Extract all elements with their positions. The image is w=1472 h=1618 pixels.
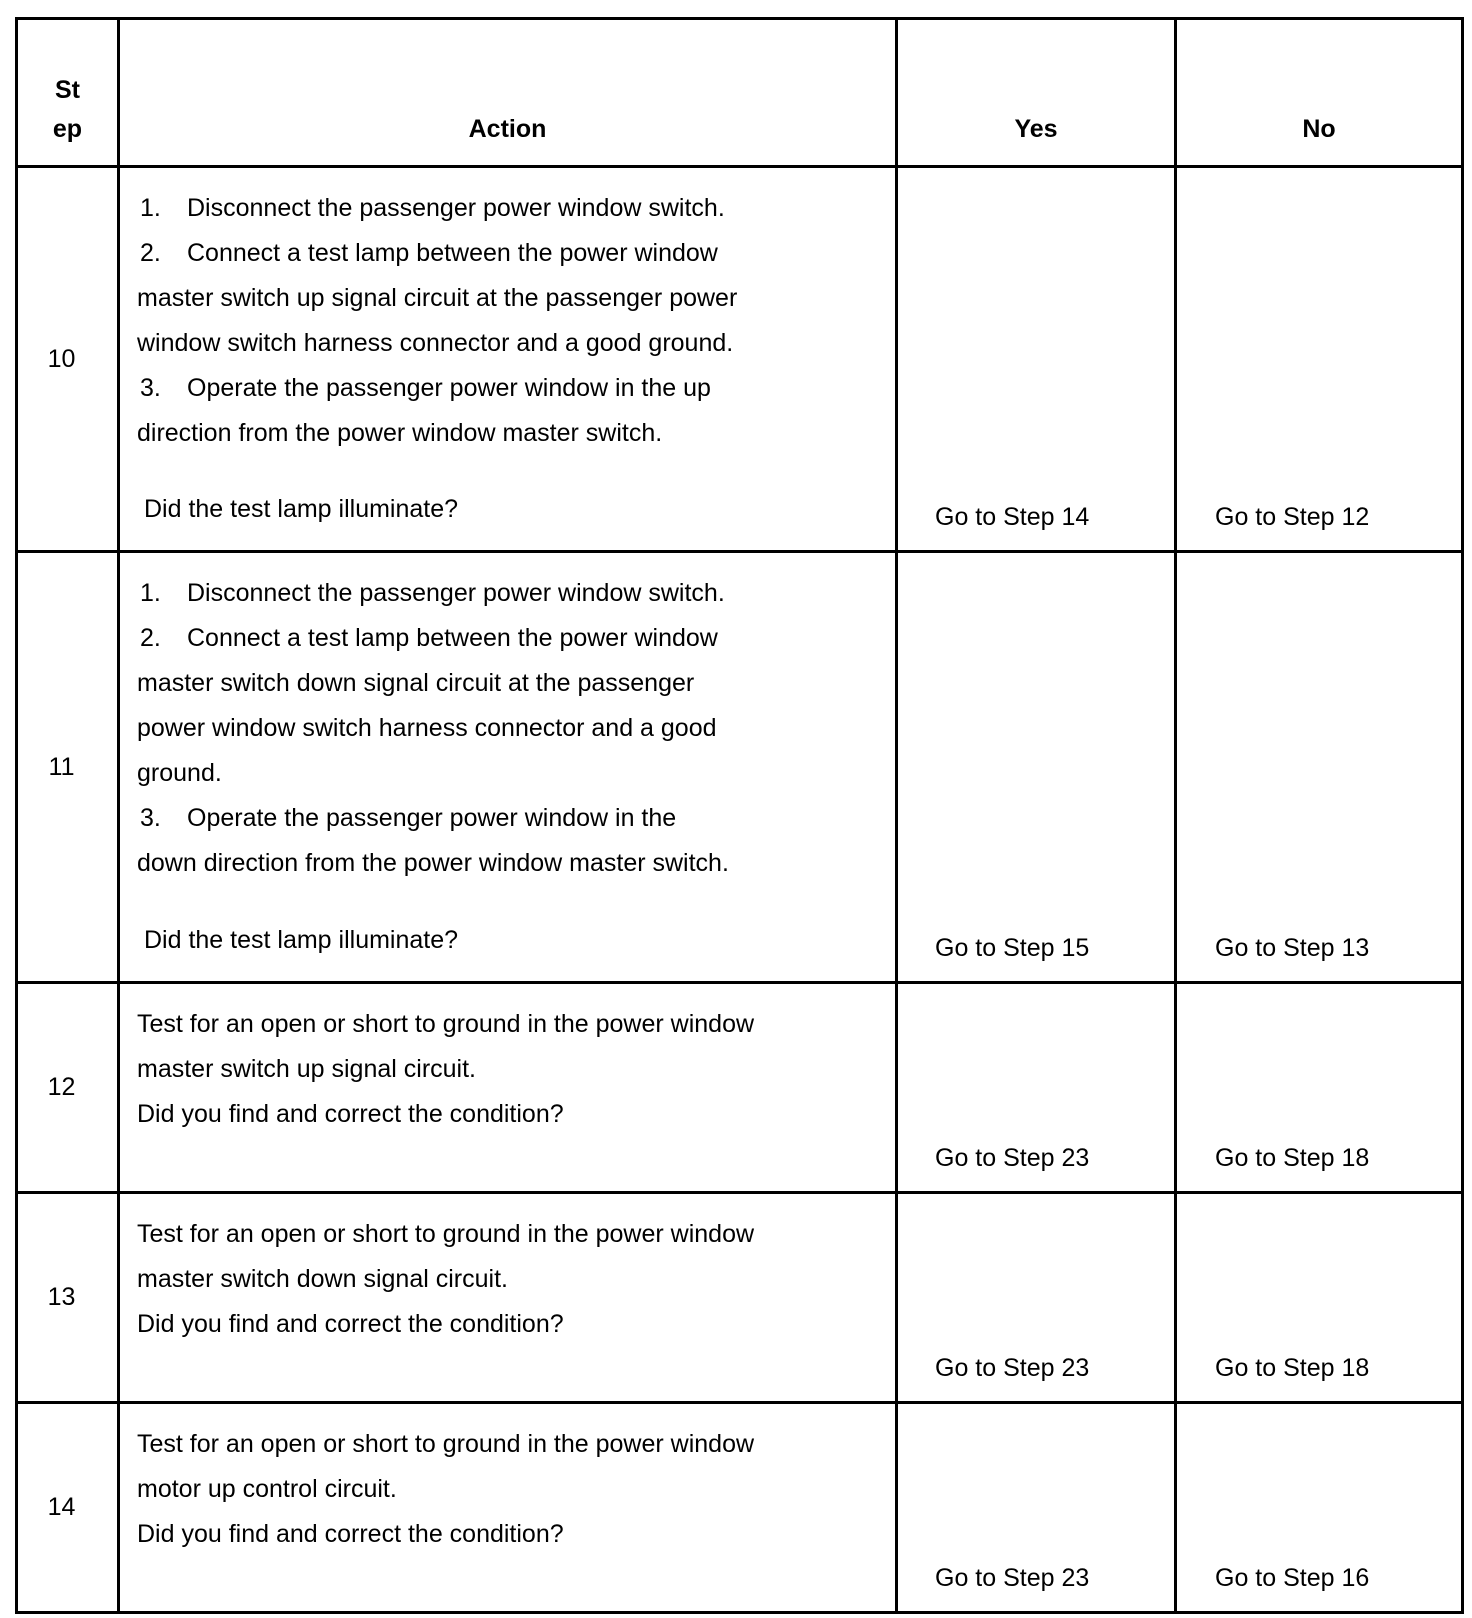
no-cell (1176, 1193, 1463, 1403)
step-number: 12 (17, 983, 119, 1193)
action-line (137, 276, 881, 321)
yes-column-header: Yes (897, 19, 1176, 167)
no-goto: Go to Step 16 (1215, 1564, 1370, 1592)
step-number: 11 (17, 552, 119, 983)
step-column-header (17, 19, 119, 167)
action-line (137, 1047, 881, 1092)
step-item-number: 2. (140, 239, 161, 267)
action-text: Connect a test lamp between the power window (187, 239, 718, 267)
action-cell (119, 1403, 897, 1613)
action-text: master switch up signal circuit at the passenger power (137, 284, 738, 312)
action-text: Test for an open or short to ground in the power window (137, 1220, 755, 1248)
action-line (137, 1002, 881, 1047)
step-item-number: 3. (140, 374, 161, 402)
action-text: window switch harness connector and a good ground. (137, 329, 734, 357)
no-cell (1176, 1403, 1463, 1613)
action-cell (119, 983, 897, 1193)
action-column-header: Action (119, 19, 897, 167)
action-text: ground. (137, 759, 222, 787)
no-goto: Go to Step 13 (1215, 934, 1370, 962)
action-line (137, 321, 881, 366)
action-text: Connect a test lamp between the power window (187, 624, 718, 652)
step-item-number: 1. (140, 579, 161, 607)
action-line (137, 1302, 881, 1347)
header-row (17, 19, 1463, 167)
action-text: Test for an open or short to ground in the power window (137, 1010, 755, 1038)
action-line (137, 571, 881, 616)
question-text: Did you find and correct the condition? (137, 1100, 564, 1128)
yes-cell (897, 167, 1176, 552)
action-line (137, 1212, 881, 1257)
action-text: master switch down signal circuit. (137, 1265, 508, 1293)
yes-goto: Go to Step 15 (935, 934, 1090, 962)
table-row (17, 552, 1463, 983)
action-text: Operate the passenger power window in the up (187, 374, 711, 402)
step-item-number: 1. (140, 194, 161, 222)
action-text: master switch up signal circuit. (137, 1055, 477, 1083)
action-text: Test for an open or short to ground in the power window (137, 1430, 755, 1458)
action-text: Operate the passenger power window in the (187, 804, 677, 832)
question-text: Did the test lamp illuminate? (144, 926, 459, 954)
action-text: direction from the power window master switch. (137, 419, 663, 447)
action-line (137, 1422, 881, 1467)
yes-cell (897, 1193, 1176, 1403)
action-text: Disconnect the passenger power window switch. (187, 194, 725, 222)
no-column-header: No (1176, 19, 1463, 167)
step-header-line1: St (55, 76, 80, 104)
step-number: 14 (17, 1403, 119, 1613)
no-cell (1176, 983, 1463, 1193)
no-goto: Go to Step 18 (1215, 1354, 1370, 1382)
action-text: Disconnect the passenger power window switch. (187, 579, 725, 607)
table-row (17, 983, 1463, 1193)
yes-goto: Go to Step 23 (935, 1354, 1090, 1382)
yes-goto: Go to Step 14 (935, 503, 1090, 531)
step-item-number: 3. (140, 804, 161, 832)
action-text: motor up control circuit. (137, 1475, 397, 1503)
step-item-number: 2. (140, 624, 161, 652)
question-text: Did you find and correct the condition? (137, 1520, 564, 1548)
no-cell (1176, 552, 1463, 983)
action-cell (119, 167, 897, 552)
step-number: 13 (17, 1193, 119, 1403)
step-number: 10 (17, 167, 119, 552)
action-cell (119, 552, 897, 983)
yes-goto: Go to Step 23 (935, 1144, 1090, 1172)
action-line (137, 751, 881, 796)
action-cell (119, 1193, 897, 1403)
no-goto: Go to Step 12 (1215, 503, 1370, 531)
action-text: master switch down signal circuit at the passenger (137, 669, 695, 697)
action-line (137, 1257, 881, 1302)
action-line (137, 1092, 881, 1137)
action-line (137, 661, 881, 706)
action-line (137, 231, 881, 276)
action-line (137, 1512, 881, 1557)
no-cell (1176, 167, 1463, 552)
action-line (137, 796, 881, 841)
action-line (137, 411, 881, 456)
step-header-line2: ep (52, 115, 83, 143)
action-line (137, 1467, 881, 1512)
no-goto: Go to Step 18 (1215, 1144, 1370, 1172)
question-text: Did the test lamp illuminate? (144, 495, 459, 523)
table-row (17, 1193, 1463, 1403)
action-text: down direction from the power window master switch. (137, 849, 729, 877)
yes-cell (897, 552, 1176, 983)
action-line (137, 366, 881, 411)
yes-cell (897, 1403, 1176, 1613)
table-row (17, 1403, 1463, 1613)
action-line (137, 186, 881, 231)
diagnostic-table (15, 17, 1464, 1614)
action-line (137, 841, 881, 886)
yes-goto: Go to Step 23 (935, 1564, 1090, 1592)
question-text: Did you find and correct the condition? (137, 1310, 564, 1338)
yes-cell (897, 983, 1176, 1193)
action-text: power window switch harness connector and a good (137, 714, 717, 742)
action-line (137, 706, 881, 751)
table-row (17, 167, 1463, 552)
action-line (137, 616, 881, 661)
